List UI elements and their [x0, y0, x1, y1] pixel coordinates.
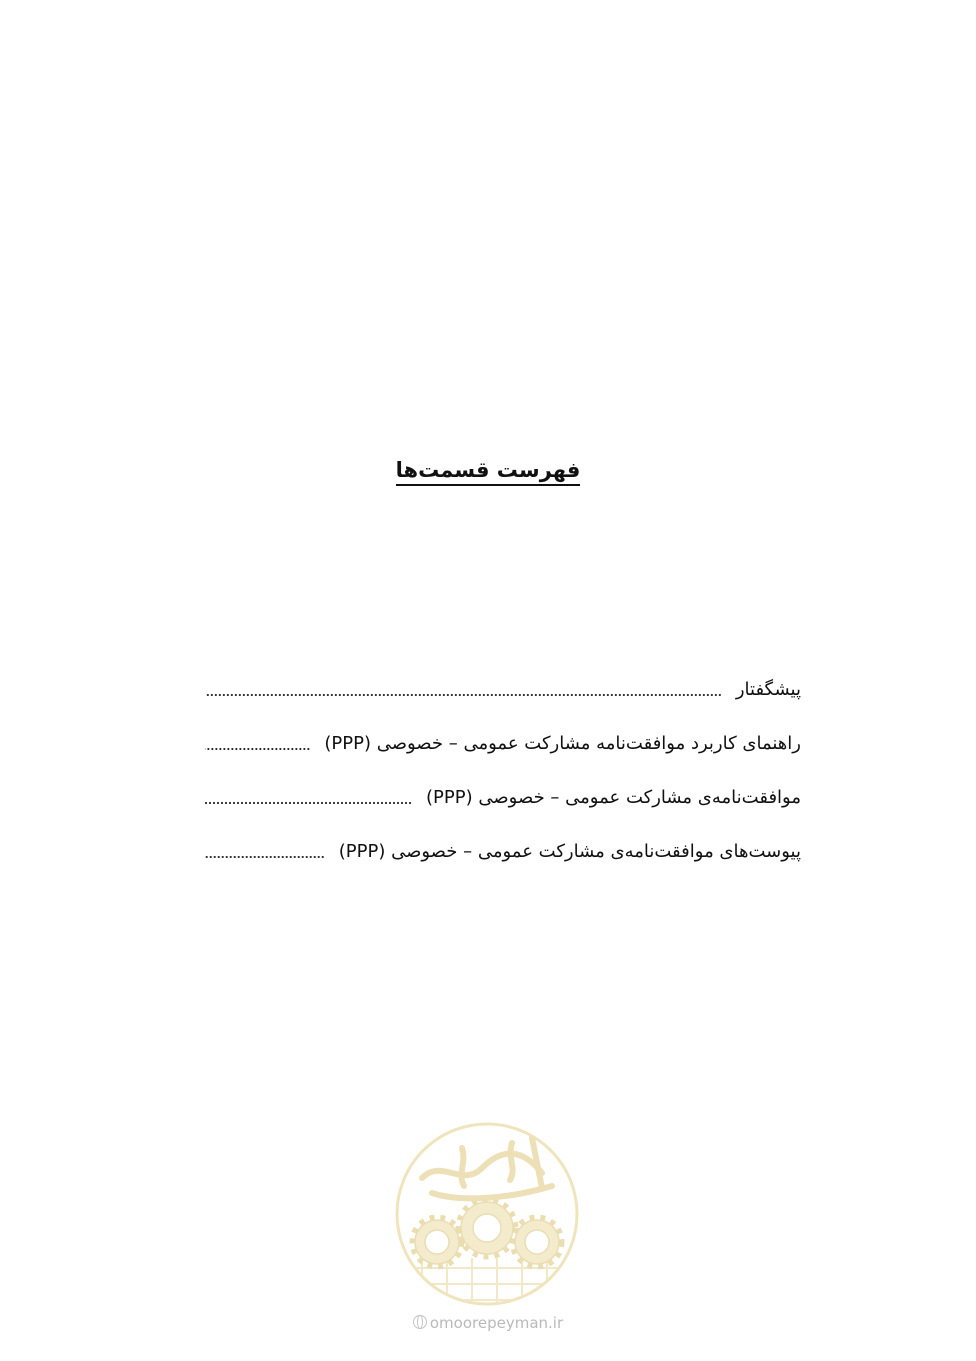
toc-entry-label: پیشگفتار: [735, 678, 801, 700]
page-title: [0, 458, 976, 482]
toc-entry-label: پیوست‌های موافقت‌نامه‌ی مشارکت عمومی – خصوصی (PPP): [338, 840, 801, 862]
toc-entry-label: موافقت‌نامه‌ی مشارکت عمومی – خصوصی (PPP): [426, 786, 801, 808]
page-title-text: فهرست قسمت‌ها: [396, 458, 581, 486]
watermark-url: [0, 1314, 976, 1332]
toc-entry-preface[interactable]: [205, 662, 801, 716]
toc-entry-label: راهنمای کاربرد موافقت‌نامه مشارکت عمومی – خصوصی (PPP): [324, 732, 801, 754]
watermark-logo: [392, 1118, 582, 1314]
logo-emblem-icon: [392, 1118, 582, 1314]
toc-entry-guide[interactable]: [205, 716, 801, 770]
toc-dot-leader: [205, 693, 722, 697]
toc-entry-appendices[interactable]: [205, 824, 801, 878]
toc-dot-leader: [205, 801, 412, 805]
table-of-contents: [205, 662, 801, 878]
globe-icon: [413, 1315, 427, 1329]
toc-entry-agreement[interactable]: [205, 770, 801, 824]
watermark-url-text: omoorepeyman.ir: [429, 1314, 564, 1332]
toc-dot-leader: [205, 855, 325, 859]
toc-dot-leader: [205, 747, 310, 751]
